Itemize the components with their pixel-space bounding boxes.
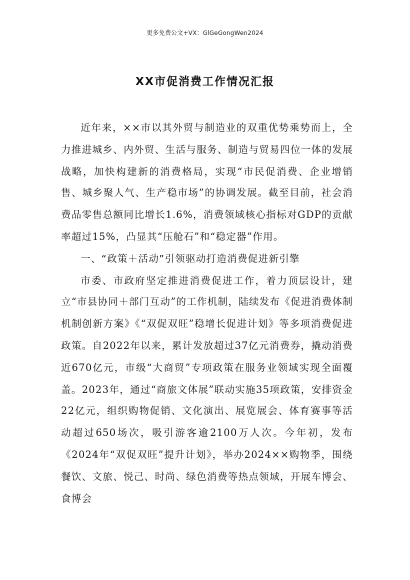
section-heading-1: 一、“政策＋活动”引领驱动打造消费促进新引擎 — [80, 253, 300, 265]
body-paragraph-policy: 市委、市政府坚定推进消费促进工作，着力顶层设计，建立“市县协同＋部门互动”的工作机制，陆续发布《促进消费体制机制创新方案》《“双促双旺”稳增长促进计划》等多项消费促进政策。自2022年以来，累计发放超过37亿元消费券，撬动消费近670亿元，市级“大商贸”专项政策在服务业领域实现全面覆盖。2023年，通过“商旅文体展”联动实施35项政策，安排资金22亿元，组织购物促销、文化演出、展览展会、体育赛事等活动超过650场次，吸引游客逾2100万人次。今年初，发布《2024年“双促双旺”提升计划》，举办2024××购物季，围绕餐饮、文旅、悦己、时尚、绿色消费等热点领域，开展车博会、食博会 — [61, 275, 353, 505]
header-note: 更多免费公文+VX：GlGeGongWen2024 — [146, 30, 264, 37]
document-title: XX市促消费工作情况汇报 — [135, 75, 275, 88]
document-body — [61, 118, 353, 510]
body-paragraph-intro: 近年来，××市以其外贸与制造业的双重优势乘势而上，全力推进城乡、内外贸、生活与服务、制造与贸易四位一体的发展战略，加快构建新的消费格局，实现“市民促消费、企业增销售、城乡聚人气、生产稳市场”的协调发展。截至目前，社会消费品零售总额同比增长1.6%，消费领域核心指标对GDP的贡献率超过15%，凸显其“压舱石”和“稳定器”作用。 — [61, 123, 353, 243]
